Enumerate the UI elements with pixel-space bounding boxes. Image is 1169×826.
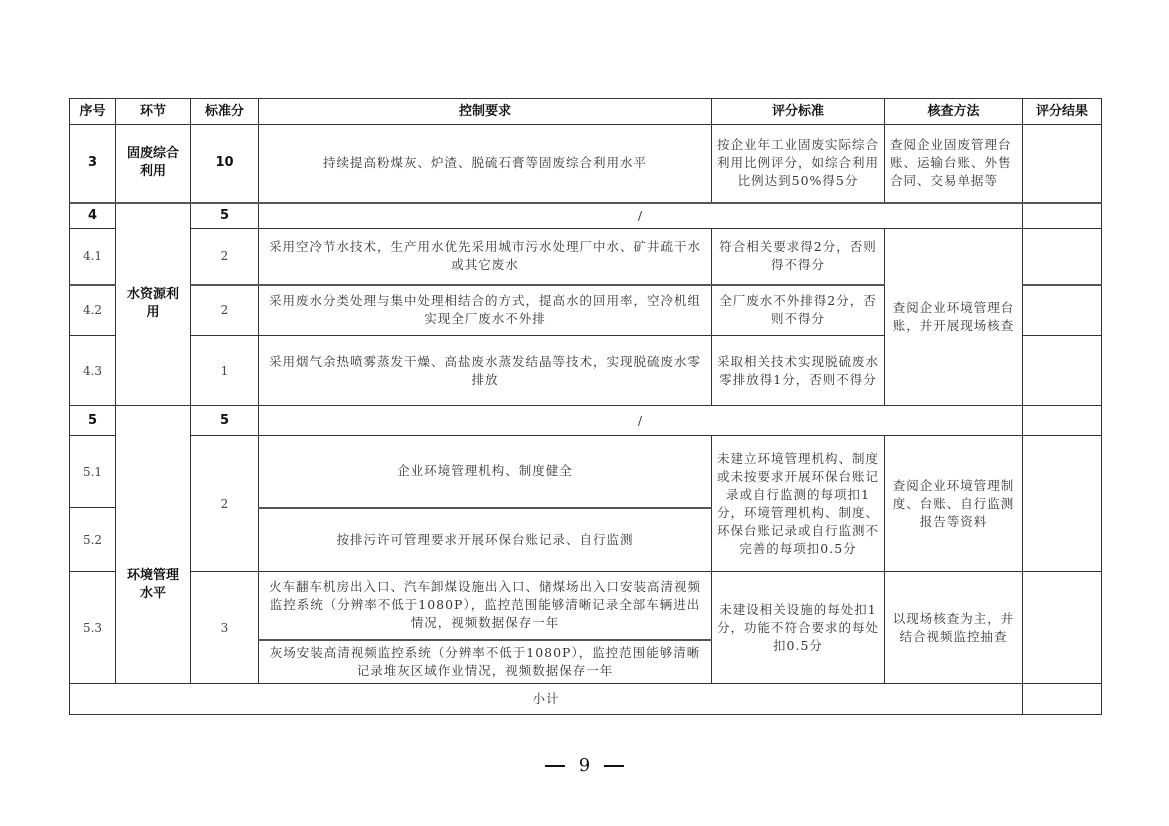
row-requirement: 按排污许可管理要求开展环保台账记录、自行监测 [259,508,712,572]
row-result-cell[interactable] [1023,229,1102,285]
row-score: 1 [191,336,259,406]
header-method: 核查方法 [885,99,1023,125]
row-no: 4.2 [70,285,116,336]
table-row-5-3a [70,572,1102,640]
row-no: 4 [70,203,116,229]
row-method: 查阅企业环境管理台账，并开展现场核查 [885,229,1023,406]
row-score: 2 [191,229,259,285]
scoring-table [69,98,1102,715]
row-score: 2 [191,436,259,572]
row-criteria: 符合相关要求得2分，否则得不得分 [712,229,885,285]
row-no: 5.3 [70,572,116,684]
row-requirement: 采用烟气余热喷雾蒸发干燥、高盐废水蒸发结晶等技术，实现脱硫废水零排放 [259,336,712,406]
row-requirement: 采用废水分类处理与集中处理相结合的方式，提高水的回用率，空冷机组实现全厂废水不外排 [259,285,712,336]
row-no: 3 [70,125,116,203]
row-stage: 环境管理水平 [116,406,191,684]
table-header-row [70,99,1102,125]
row-result-cell[interactable] [1023,572,1102,684]
table-row-3 [70,125,1102,203]
row-result-cell[interactable] [1023,336,1102,406]
row-no: 4.3 [70,336,116,406]
row-no: 5.1 [70,436,116,508]
row-criteria: 全厂废水不外排得2分，否则不得分 [712,285,885,336]
table-row-4 [70,203,1102,229]
header-result: 评分结果 [1023,99,1102,125]
row-method: 查阅企业固废管理台账、运输台账、外售合同、交易单据等 [885,125,1023,203]
row-stage: 固废综合利用 [116,125,191,203]
row-result-cell[interactable] [1023,285,1102,336]
row-score: 3 [191,572,259,684]
table-row-subtotal [70,684,1102,715]
row-criteria: 未建立环境管理机构、制度或未按要求开展环保台账记录或自行监测的每项扣1分，环境管理机构、制度、环保台账记录或自行监测不完善的每项扣0.5分 [712,436,885,572]
row-criteria: 未建设相关设施的每处扣1分，功能不符合要求的每处扣0.5分 [712,572,885,684]
header-no: 序号 [70,99,116,125]
row-method: 查阅企业环境管理制度、台账、自行监测报告等资料 [885,436,1023,572]
row-requirement: 持续提高粉煤灰、炉渣、脱硫石膏等固废综合利用水平 [259,125,712,203]
header-requirement: 控制要求 [259,99,712,125]
row-result-cell[interactable] [1023,203,1102,229]
subtotal-label: 小计 [70,684,1023,715]
row-no: 5.2 [70,508,116,572]
row-score: 5 [191,406,259,436]
header-score: 标准分 [191,99,259,125]
header-criteria: 评分标准 [712,99,885,125]
row-criteria: 采取相关技术实现脱硫废水零排放得1分，否则不得分 [712,336,885,406]
dash-left [545,765,565,767]
row-score: 5 [191,203,259,229]
row-requirement: 企业环境管理机构、制度健全 [259,436,712,508]
row-requirement-b: 灰场安装高清视频监控系统（分辨率不低于1080P），监控范围能够清晰记录堆灰区域作业情况，视频数据保存一年 [259,640,712,684]
header-stage: 环节 [116,99,191,125]
row-score: 2 [191,285,259,336]
row-stage: 水资源利用 [116,203,191,406]
row-requirement-a: 火车翻车机房出入口、汽车卸煤设施出入口、储煤场出入口安装高清视频监控系统（分辨率不低于1080P），监控范围能够清晰记录全部车辆进出情况，视频数据保存一年 [259,572,712,640]
table-row-5-1 [70,436,1102,508]
row-criteria: 按企业年工业固废实际综合利用比例评分，如综合利用比例达到50%得5分 [712,125,885,203]
row-no: 5 [70,406,116,436]
dash-right [604,765,624,767]
row-result-cell[interactable] [1023,406,1102,436]
row-result-cell[interactable] [1023,125,1102,203]
page-number: 9 [578,755,591,776]
row-score: 10 [191,125,259,203]
row-placeholder: / [259,203,1023,229]
row-method: 以现场核查为主，并结合视频监控抽查 [885,572,1023,684]
row-requirement: 采用空冷节水技术，生产用水优先采用城市污水处理厂中水、矿井疏干水或其它废水 [259,229,712,285]
table-row-4-1 [70,229,1102,285]
page-footer [0,755,1169,776]
row-result-cell[interactable] [1023,436,1102,572]
table-row-5 [70,406,1102,436]
row-placeholder: / [259,406,1023,436]
subtotal-result-cell[interactable] [1023,684,1102,715]
row-no: 4.1 [70,229,116,285]
